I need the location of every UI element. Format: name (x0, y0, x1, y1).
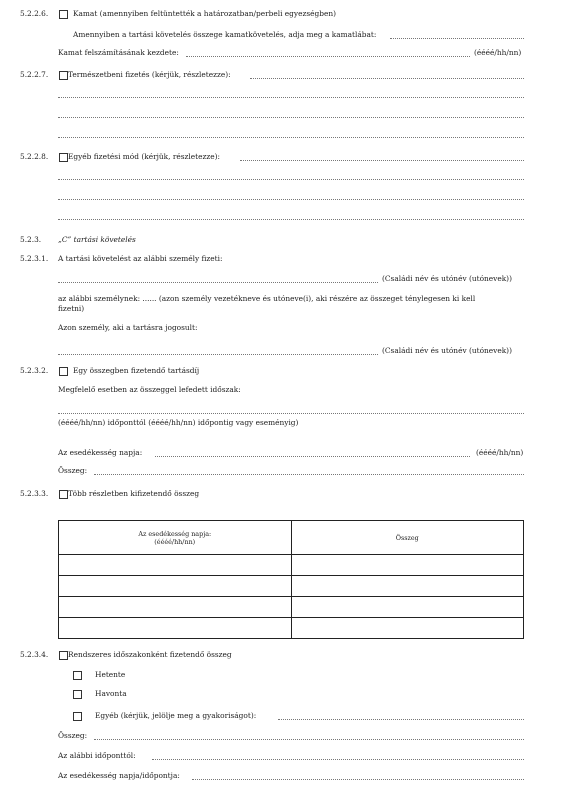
payer-name-field[interactable] (58, 282, 378, 283)
period-format-hint: (éééé/hh/nn) időponttól (éééé/hh/nn) időpontig vagy eseményig) (58, 418, 299, 427)
due-date-column-format: (éééé/hh/nn) (154, 537, 196, 546)
section-number-5233: 5.2.3.3. (20, 489, 49, 498)
section-number-5232: 5.2.3.2. (20, 366, 49, 375)
payer-label: A tartási követelést az alábbi személy fizeti: (58, 254, 223, 263)
payee-label: az alábbi személynek: ...... (azon személy vezetékneve és utóneve(i), aki részére az összeget ténylegesen ki kell (58, 294, 476, 303)
other-payment-field-2[interactable] (58, 179, 524, 180)
due-date-column-title: Az esedékesség napja: (138, 529, 212, 538)
section-number-5228: 5.2.2.8. (20, 152, 49, 161)
periodic-amount-field[interactable] (94, 739, 524, 740)
due-date-format: (éééé/hh/nn) (476, 448, 524, 457)
start-date-field[interactable] (152, 759, 524, 760)
interest-label: Kamat (amennyiben feltüntették a határozatban/perbeli egyezségben) (73, 9, 337, 18)
due-date-cell[interactable] (59, 618, 292, 639)
in-kind-payment-field-3[interactable] (58, 117, 524, 118)
start-date-label: Az alábbi időponttól: (58, 751, 136, 760)
due-date-field[interactable] (155, 456, 470, 457)
creditor-name-hint: (Családi név és utónév (utónevek)) (382, 346, 512, 355)
amount-column-header: Összeg (291, 521, 524, 555)
due-date-cell[interactable] (59, 555, 292, 576)
interest-start-label: Kamat felszámításának kezdete: (58, 48, 179, 57)
periodic-amount-label: Összeg: (58, 731, 88, 740)
weekly-checkbox[interactable] (73, 671, 82, 680)
lump-sum-label: Egy összegben fizetendő tartásdíj (73, 366, 200, 375)
other-payment-field-4[interactable] (58, 219, 524, 220)
periodic-payment-label: Rendszeres időszakonként fizetendő összeg (68, 650, 232, 659)
lump-sum-amount-field[interactable] (94, 474, 524, 475)
section-number-523: 5.2.3. (20, 235, 42, 244)
due-date-time-field[interactable] (192, 779, 524, 780)
claim-c-heading: „C” tartási követelés (58, 235, 136, 244)
creditor-label: Azon személy, aki a tartásra jogosult: (58, 323, 198, 332)
interest-start-field[interactable] (186, 56, 470, 57)
table-row (59, 555, 524, 576)
section-number-5226: 5.2.2.6. (20, 9, 49, 18)
interest-rate-label: Amennyiben a tartási követelés összege kamatkövetelés, adja meg a kamatlábat: (73, 30, 377, 39)
installments-table (58, 520, 524, 639)
in-kind-payment-checkbox[interactable] (59, 71, 68, 80)
interest-checkbox[interactable] (59, 10, 68, 19)
other-frequency-field[interactable] (278, 719, 524, 720)
lump-sum-amount-label: Összeg: (58, 466, 88, 475)
table-row (59, 597, 524, 618)
other-payment-field-1[interactable] (240, 160, 524, 161)
weekly-label: Hetente (95, 670, 126, 679)
amount-cell[interactable] (291, 576, 524, 597)
due-date-column-header (59, 521, 292, 555)
due-date-time-label: Az esedékesség napja/időpontja: (58, 771, 180, 780)
period-covered-label: Megfelelő esetben az összeggel lefedett időszak: (58, 385, 241, 394)
creditor-name-field[interactable] (58, 354, 378, 355)
interest-start-format: (éééé/hh/nn) (474, 48, 522, 57)
table-row (59, 576, 524, 597)
amount-cell[interactable] (291, 597, 524, 618)
other-frequency-label: Egyéb (kérjük, jelölje meg a gyakoriságot): (95, 711, 257, 720)
installments-checkbox[interactable] (59, 490, 68, 499)
due-date-cell[interactable] (59, 597, 292, 618)
monthly-checkbox[interactable] (73, 690, 82, 699)
in-kind-payment-field-1[interactable] (250, 78, 524, 79)
other-payment-checkbox[interactable] (59, 153, 68, 162)
payer-name-hint: (Családi név és utónév (utónevek)) (382, 274, 512, 283)
table-header-row (59, 521, 524, 555)
lump-sum-checkbox[interactable] (59, 367, 68, 376)
in-kind-payment-field-4[interactable] (58, 137, 524, 138)
interest-rate-field[interactable] (390, 38, 524, 39)
amount-cell[interactable] (291, 618, 524, 639)
period-covered-field[interactable] (58, 413, 524, 414)
payee-label-cont: fizetni) (58, 304, 85, 313)
section-number-5227: 5.2.2.7. (20, 70, 49, 79)
periodic-payment-checkbox[interactable] (59, 651, 68, 660)
section-number-5234: 5.2.3.4. (20, 650, 49, 659)
table-row (59, 618, 524, 639)
due-date-label: Az esedékesség napja: (58, 448, 143, 457)
in-kind-payment-label: Természetbeni fizetés (kérjük, részletezze): (68, 70, 231, 79)
in-kind-payment-field-2[interactable] (58, 97, 524, 98)
monthly-label: Havonta (95, 689, 127, 698)
installments-label: Több részletben kifizetendő összeg (68, 489, 200, 498)
amount-cell[interactable] (291, 555, 524, 576)
due-date-cell[interactable] (59, 576, 292, 597)
other-payment-field-3[interactable] (58, 199, 524, 200)
section-number-5231: 5.2.3.1. (20, 254, 49, 263)
other-payment-label: Egyéb fizetési mód (kérjük, részletezze): (68, 152, 221, 161)
other-frequency-checkbox[interactable] (73, 712, 82, 721)
